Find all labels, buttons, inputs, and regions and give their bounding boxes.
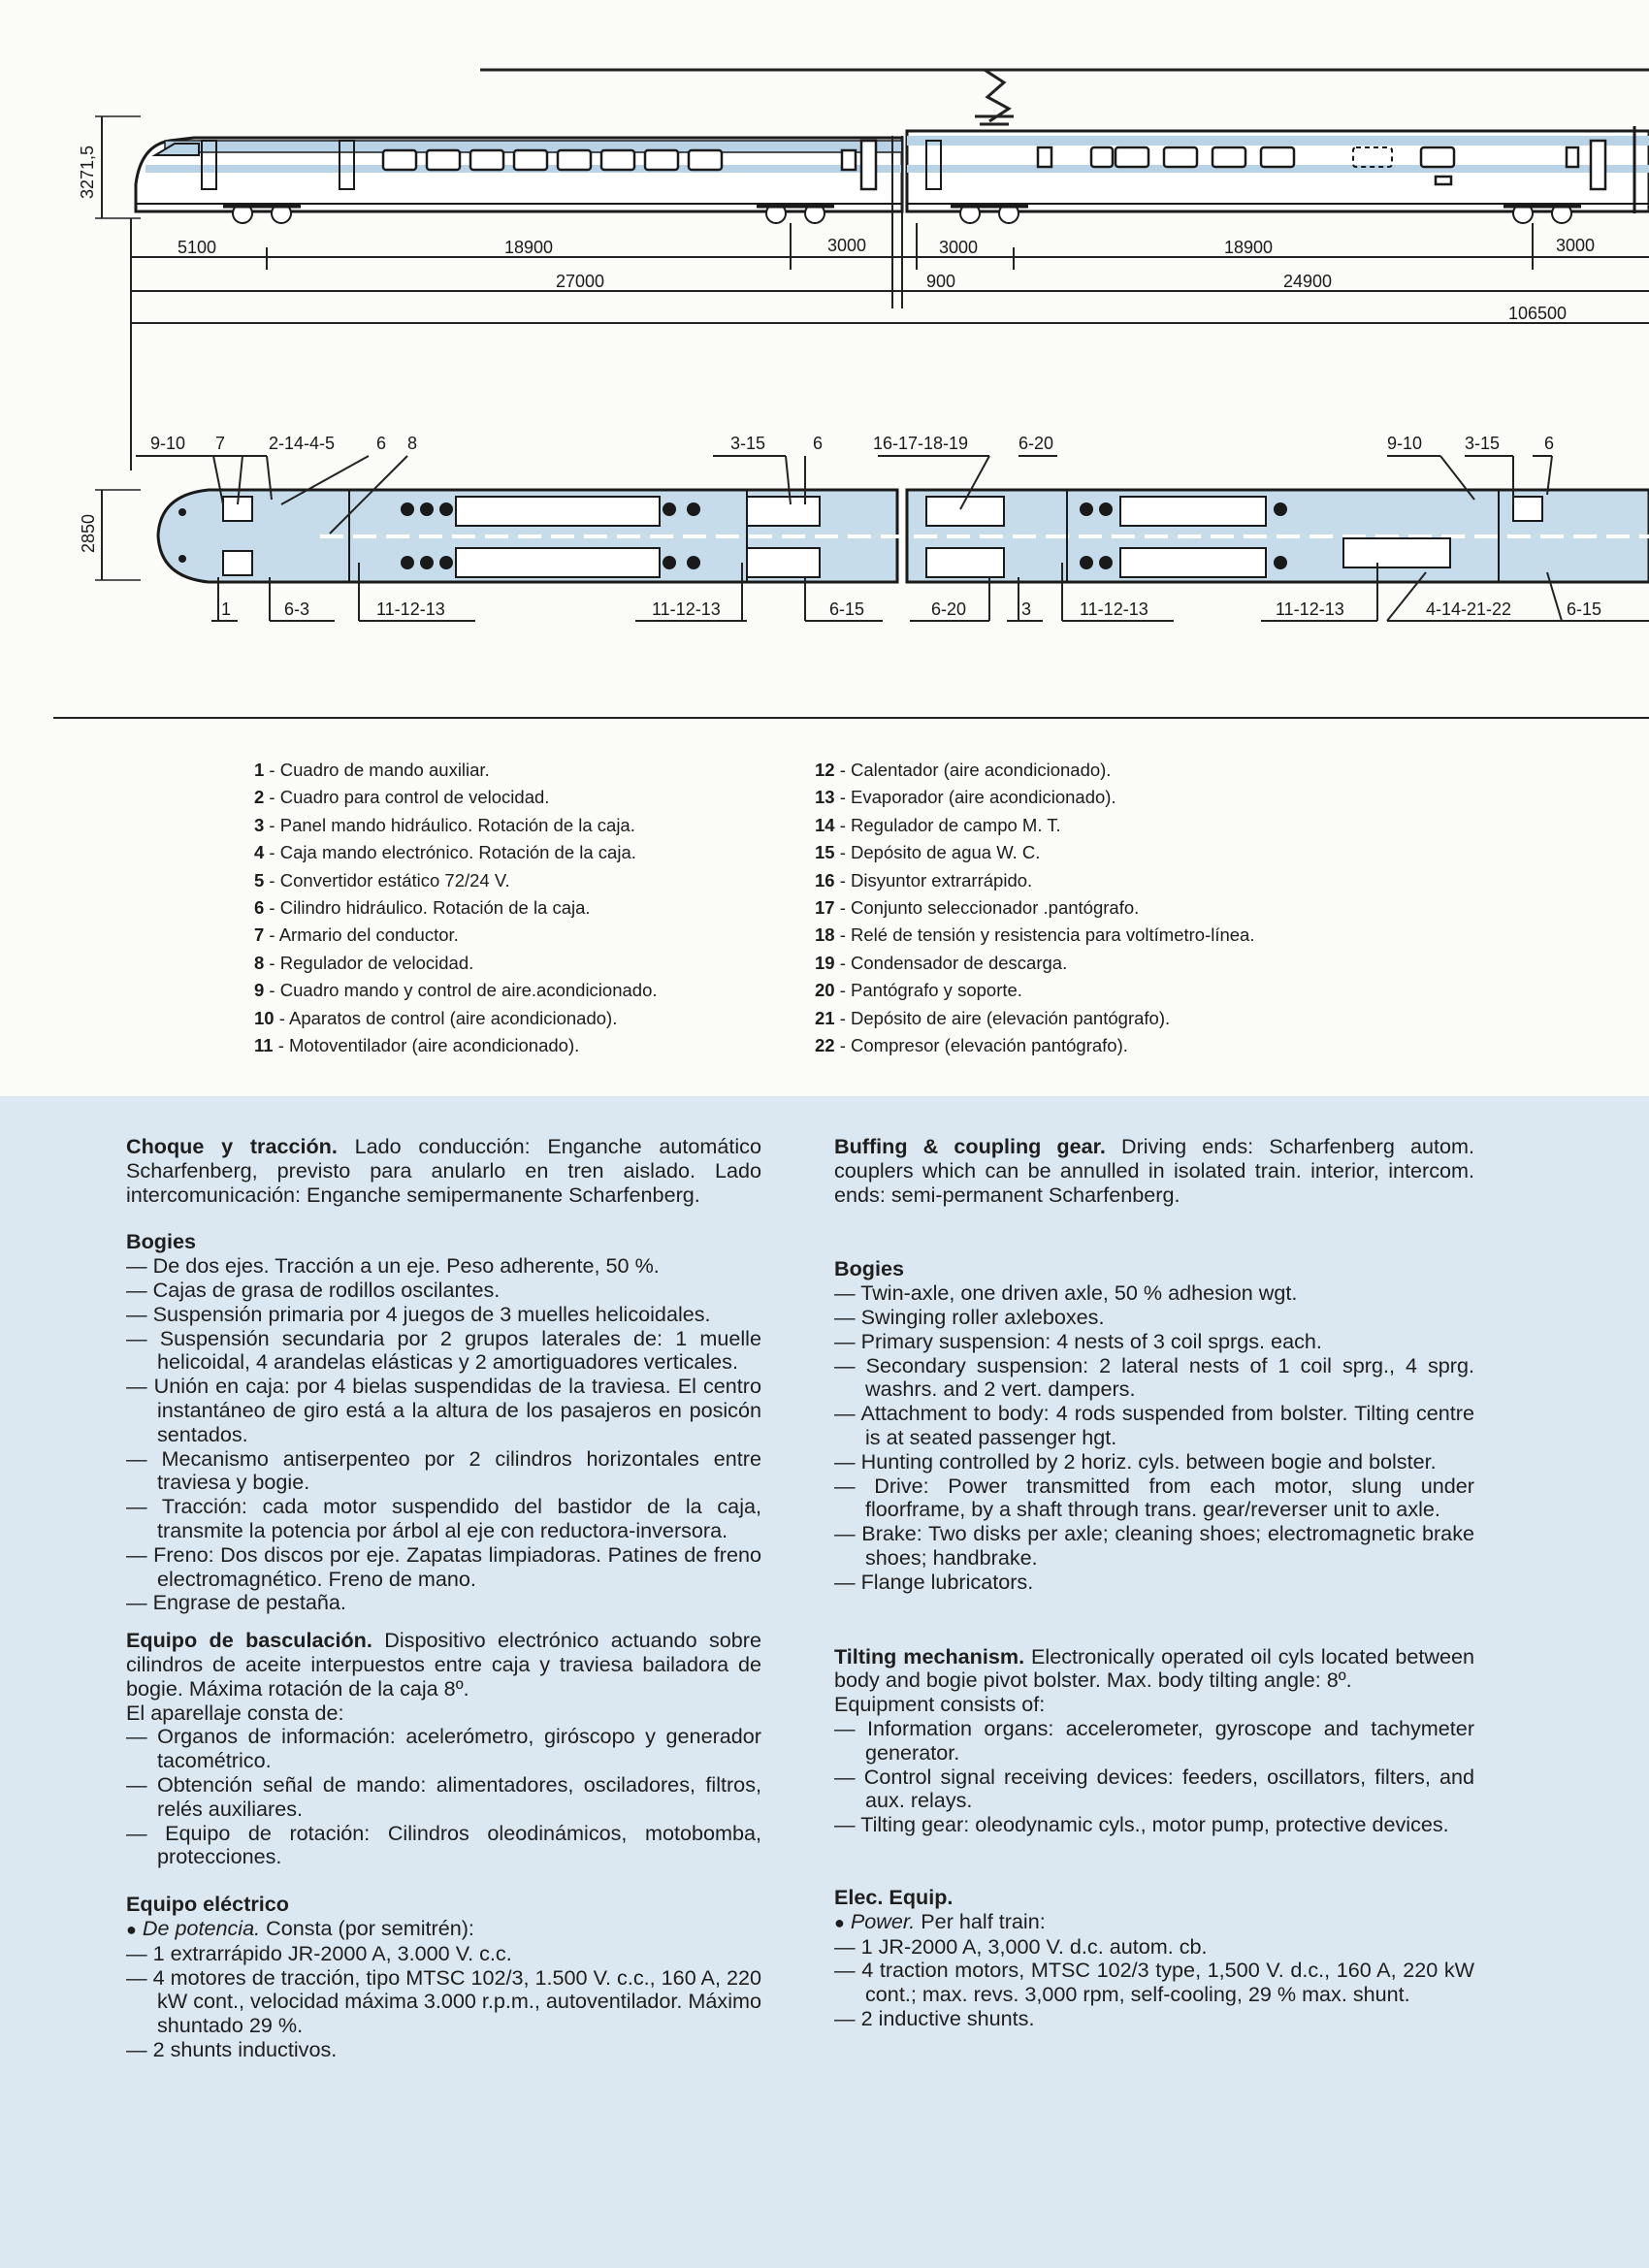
label-4-14-21-22: 4-14-21-22	[1426, 599, 1512, 619]
buffing-paragraph: Buffing & coupling gear. Driving ends: Scharfenberg autom. couplers which can be annulled in isolated train. interior, intercom. ends: semi-permanent Scharfenberg.	[834, 1134, 1474, 1207]
label-8: 8	[407, 434, 418, 453]
train-diagram	[0, 0, 1649, 737]
dim-5100: 5100	[178, 238, 217, 257]
bogies-heading-es: Bogies	[126, 1229, 196, 1254]
legend-item: 21 - Depósito de aire (elevación pantógrafo).	[815, 1007, 1171, 1028]
legend-item: 13 - Evaporador (aire acondicionado).	[815, 787, 1116, 808]
list-item: — Control signal receiving devices: feeders, oscillators, filters, and aux. relays.	[834, 1764, 1474, 1813]
list-item: — Drive: Power transmitted from each motor, slung under floorframe, by a shaft through trans. gear/reverser unit to axle.	[834, 1473, 1474, 1522]
list-item: — 2 inductive shunts.	[834, 2005, 1035, 2030]
legend-item: 1 - Cuadro de mando auxiliar.	[254, 760, 490, 780]
list-item: — Mecanismo antiserpenteo por 2 cilindros horizontales entre traviesa y bogie.	[126, 1445, 762, 1495]
label-6-b: 6	[813, 434, 824, 453]
legend-item: 6 - Cilindro hidráulico. Rotación de la caja.	[254, 897, 591, 919]
bascul-paragraph: Equipo de basculación. Dispositivo electrónico actuando sobre cilindros de aceite interpuestos entre caja y traviesa bailadora de bogie. Máxima rotación de la caja 8º.	[126, 1628, 762, 1701]
legend-item: 10 - Aparatos de control (aire acondicionado).	[254, 1007, 618, 1028]
list-item: — Brake: Two disks per axle; cleaning shoes; electromagnetic brake shoes; handbrake.	[834, 1521, 1474, 1570]
list-item: — Attachment to body: 4 rods suspended from bolster. Tilting centre is at seated passenger hgt.	[834, 1401, 1474, 1449]
legend-left	[254, 757, 797, 1059]
label-6-c: 6	[1544, 434, 1555, 453]
plan-view	[158, 490, 1649, 582]
list-item: — Information organs: accelerometer, gyroscope and tachymeter generator.	[834, 1715, 1475, 1765]
label-6-15-b: 6-15	[1567, 599, 1602, 619]
label-6-20-b: 6-20	[931, 599, 967, 619]
legend-item: 14 - Regulador de campo M. T.	[815, 814, 1061, 835]
legend-item: 12 - Calentador (aire acondicionado).	[815, 760, 1112, 780]
dim-24900: 24900	[1283, 272, 1333, 291]
elec-heading-en: Elec. Equip.	[834, 1884, 954, 1909]
list-item: — Cajas de grasa de rodillos oscilantes.	[126, 1277, 501, 1302]
label-3: 3	[1021, 599, 1032, 619]
bascul-intro: El aparellaje consta de:	[126, 1700, 344, 1725]
list-item: — Suspensión secundaria por 2 grupos laterales de: 1 muelle helicoidal, 4 arandelas elásticas y 2 amortiguadores verticales.	[126, 1325, 761, 1375]
legend-item: 17 - Conjunto seleccionador .pantógrafo.	[815, 897, 1140, 919]
legend-item: 2 - Cuadro para control de velocidad.	[254, 787, 550, 808]
pantograph-icon	[975, 70, 1014, 124]
elec-heading-es: Equipo eléctrico	[126, 1892, 289, 1917]
legend-item: 19 - Condensador de descarga.	[815, 952, 1068, 973]
side-view-car-1	[136, 138, 902, 223]
label-11-12-13-b: 11-12-13	[652, 599, 721, 619]
plan-height-dimension	[79, 490, 141, 580]
dim-900: 900	[926, 272, 956, 291]
list-item: — Swinging roller axleboxes.	[834, 1304, 1105, 1329]
dim-18900-b: 18900	[1224, 238, 1274, 257]
plan-height-value: 2850	[79, 513, 98, 553]
list-item: — Organos de información: acelerómetro, giróscopo y generador tacométrico.	[126, 1724, 761, 1773]
legend-item: 22 - Compresor (elevación pantógrafo).	[815, 1035, 1128, 1056]
label-6-3: 6-3	[284, 599, 310, 619]
list-item: — Twin-axle, one driven axle, 50 % adhesion wgt.	[834, 1280, 1298, 1306]
list-item: — 1 JR-2000 A, 3,000 V. d.c. autom. cb.	[834, 1933, 1208, 1959]
tilting-paragraph: Tilting mechanism. Electronically operated oil cyls located between body and bogie pivot bolster. Max. body tilting angle: 8º.	[834, 1643, 1475, 1693]
list-item: — Primary suspension: 4 nests of 3 coil sprgs. each.	[834, 1328, 1322, 1353]
label-2-14-4-5: 2-14-4-5	[269, 434, 336, 453]
list-item: — 1 extrarrápido JR-2000 A, 3.000 V. c.c.	[126, 1940, 512, 1965]
list-item: — Tracción: cada motor suspendido del bastidor de la caja, transmite la potencia por árbol al eje con reductora-inversora.	[126, 1494, 761, 1542]
dim-3000-c: 3000	[1556, 236, 1596, 255]
label-6-a: 6	[376, 434, 387, 453]
spanish-column	[126, 1135, 761, 2062]
legend-item: 15 - Depósito de agua W. C.	[815, 842, 1041, 863]
list-item: — De dos ejes. Tracción a un eje. Peso adherente, 50 %.	[126, 1253, 660, 1279]
legend-item: 9 - Cuadro mando y control de aire.acondicionado.	[254, 980, 658, 1001]
list-item: — Equipo de rotación: Cilindros oleodinámicos, motobomba, protecciones.	[126, 1820, 761, 1869]
tilting-intro: Equipment consists of:	[834, 1692, 1046, 1717]
legend-item: 20 - Pantógrafo y soporte.	[815, 980, 1022, 1001]
dim-3000-b: 3000	[939, 238, 979, 257]
legend-item: 7 - Armario del conductor.	[254, 924, 459, 946]
list-item: — 4 traction motors, MTSC 102/3 type, 1,500 V. d.c., 160 A, 220 kW cont.; max. revs. 3,000 rpm, self-cooling, 29 % max. shunt.	[834, 1958, 1474, 2007]
list-item: — Hunting controlled by 2 horiz. cyls. between bogie and bolster.	[834, 1448, 1437, 1474]
list-item: — 4 motores de tracción, tipo MTSC 102/3, 1.500 V. c.c., 160 A, 220 kW cont., velocidad máxima 3.000 r.p.m., autoventilador. Máximo shuntado 29 %.	[126, 1964, 762, 2038]
label-16-17-18-19: 16-17-18-19	[873, 434, 969, 453]
dim-27000: 27000	[556, 272, 605, 291]
list-item: — Engrase de pestaña.	[126, 1590, 346, 1615]
list-item: — Tilting gear: oleodynamic cyls., motor pump, protective devices.	[834, 1812, 1449, 1837]
label-3-15-a: 3-15	[730, 434, 766, 453]
height-value: 3271,5	[78, 145, 97, 199]
legend-item: 8 - Regulador de velocidad.	[254, 952, 474, 973]
list-item: ● De potencia. Consta (por semitrén):	[126, 1915, 474, 1940]
legend-item: 11 - Motoventilador (aire acondicionado).	[254, 1035, 580, 1056]
choque-paragraph: Choque y tracción. Lado conducción: Enganche automático Scharfenberg, previsto para anularlo en tren aislado. Lado intercomunicación: Enganche semipermanente Scharfenberg.	[126, 1134, 761, 1207]
list-item: — Freno: Dos discos por eje. Zapatas limpiadoras. Patines de freno electromagnético. Freno de mano.	[126, 1541, 762, 1591]
dim-18900-a: 18900	[504, 238, 554, 257]
english-column	[834, 1135, 1474, 2031]
label-9-10-b: 9-10	[1387, 434, 1423, 453]
legend-item: 4 - Caja mando electrónico. Rotación de la caja.	[254, 842, 636, 863]
list-item: — Suspensión primaria por 4 juegos de 3 muelles helicoidales.	[126, 1301, 711, 1326]
dim-3000-a: 3000	[827, 236, 867, 255]
legend-item: 16 - Disyuntor extrarrápido.	[815, 869, 1033, 891]
label-1: 1	[221, 599, 232, 619]
label-3-15-b: 3-15	[1465, 434, 1501, 453]
label-11-12-13-c: 11-12-13	[1080, 599, 1148, 619]
list-item: — 2 shunts inductivos.	[126, 2036, 338, 2061]
label-11-12-13-a: 11-12-13	[376, 599, 445, 619]
list-item: — Obtención señal de mando: alimentadores, osciladores, filtros, relés auxiliares.	[126, 1771, 761, 1821]
height-dimension	[78, 116, 141, 218]
list-item: — Unión en caja: por 4 bielas suspendidas de la traviesa. El centro instantáneo de giro está a la altura de los pasajeros en posicón sentados.	[126, 1374, 762, 1446]
dim-106500: 106500	[1508, 304, 1568, 323]
bogies-heading-en: Bogies	[834, 1256, 904, 1281]
list-item: — Flange lubricators.	[834, 1569, 1034, 1594]
side-view-car-2	[907, 126, 1649, 223]
label-6-20-a: 6-20	[1018, 434, 1054, 453]
label-9-10-a: 9-10	[150, 434, 186, 453]
label-11-12-13-d: 11-12-13	[1276, 599, 1344, 619]
legend-item: 5 - Convertidor estático 72/24 V.	[254, 869, 510, 891]
list-item: — Secondary suspension: 2 lateral nests of 1 coil sprg., 4 sprg. washrs. and 2 vert. dampers.	[834, 1352, 1475, 1402]
list-item: ● Power. Per half train:	[834, 1908, 1046, 1933]
legend-item: 18 - Relé de tensión y resistencia para voltímetro-línea.	[815, 924, 1255, 946]
legend-item: 3 - Panel mando hidráulico. Rotación de la caja.	[254, 814, 635, 835]
legend-right	[815, 757, 1436, 1059]
label-6-15-a: 6-15	[829, 599, 865, 619]
label-7: 7	[215, 434, 226, 453]
